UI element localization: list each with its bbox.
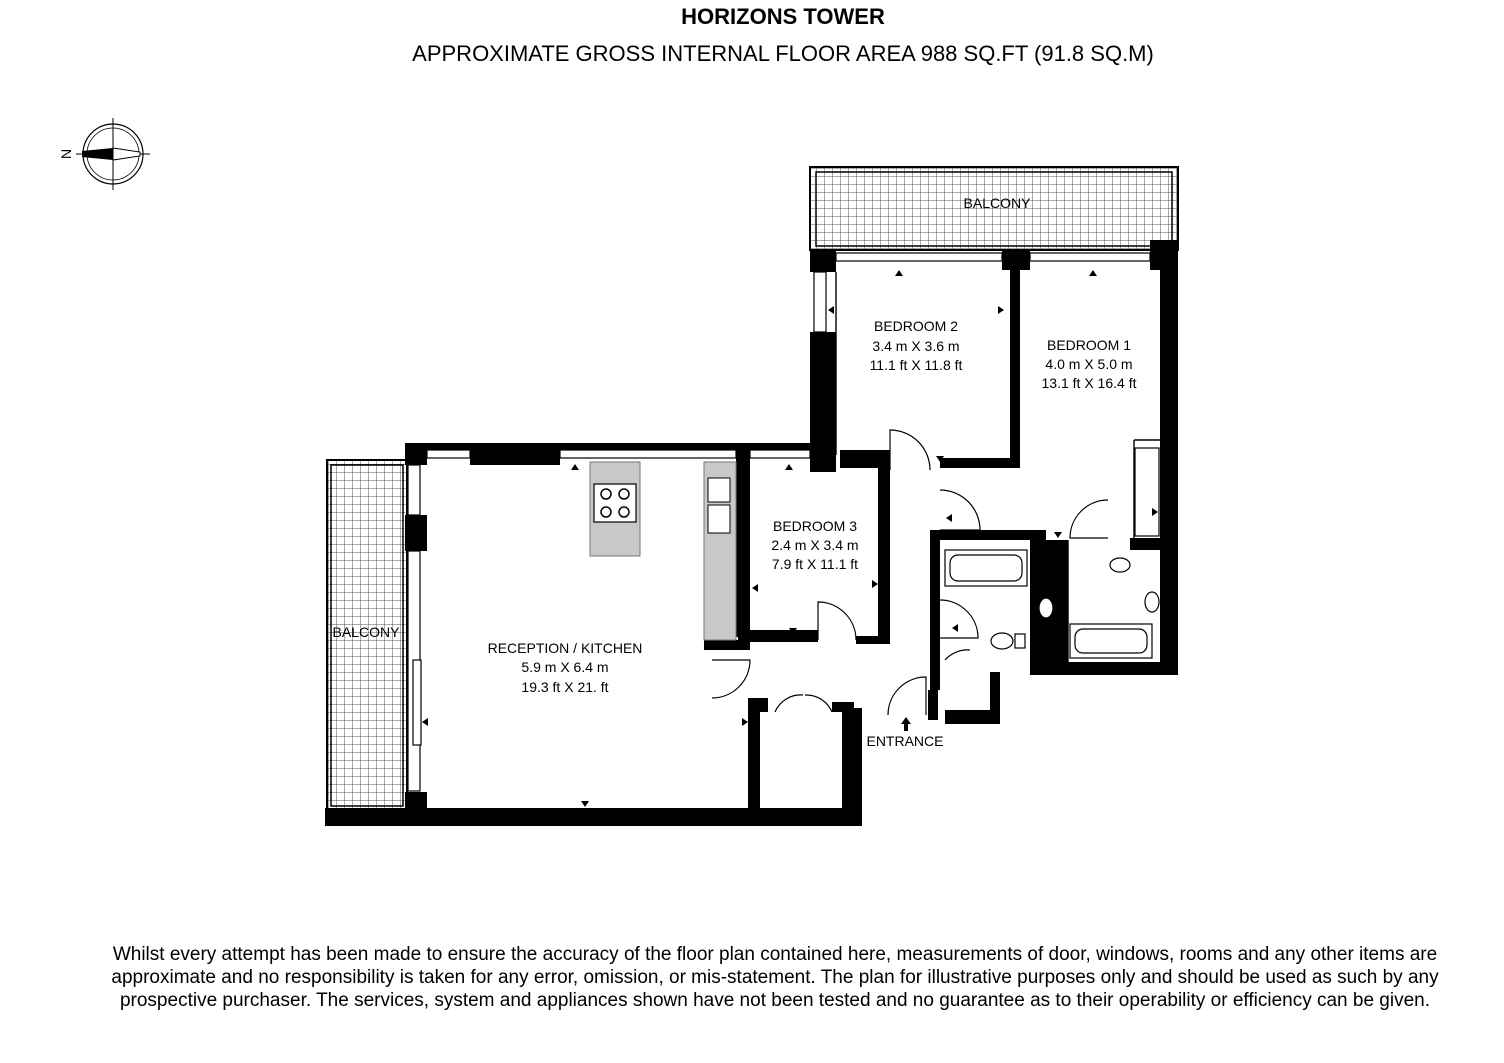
- entrance-label: ENTRANCE: [866, 733, 944, 749]
- compass-north-label: N: [58, 148, 74, 159]
- kitchen-island: [590, 462, 640, 556]
- disclaimer-text: Whilst every attempt has been made to ensure the accuracy of the floor plan contained here, measurements of door, windows, rooms and any other items are approximate and no responsibility is taken for any error, omission, or mis-statement. The plan for illustrative purposes only and should be used as such by any prospective purchaser. The services, system and appliances shown have not been tested and no guarantee as to their operability or efficiency can be given.: [111, 944, 1439, 1011]
- exterior-walls: [325, 240, 1178, 826]
- bedroom3-name: BEDROOM 3: [772, 518, 858, 534]
- bedroom2-metric: 3.4 m X 3.6 m: [872, 338, 960, 354]
- reception-imperial: 19.3 ft X 21. ft: [521, 679, 609, 695]
- bedroom3-imperial: 7.9 ft X 11.1 ft: [771, 556, 859, 572]
- balcony-top-label: BALCONY: [963, 195, 1031, 211]
- bedroom1-metric: 4.0 m X 5.0 m: [1045, 356, 1133, 372]
- reception-metric: 5.9 m X 6.4 m: [521, 659, 609, 675]
- bedroom1-imperial: 13.1 ft X 16.4 ft: [1041, 375, 1137, 391]
- entrance-arrow-icon: [901, 717, 911, 731]
- balcony-left-label: BALCONY: [332, 624, 400, 640]
- compass-icon: [58, 118, 150, 190]
- bedroom2-imperial: 11.1 ft X 11.8 ft: [869, 357, 963, 373]
- floor-area-subtitle: APPROXIMATE GROSS INTERNAL FLOOR AREA 988 SQ.FT (91.8 SQ.M): [412, 41, 1154, 66]
- bedroom2-name: BEDROOM 2: [873, 318, 959, 334]
- reception-name: RECEPTION / KITCHEN: [487, 640, 643, 656]
- page-title: HORIZONS TOWER: [681, 4, 885, 29]
- kitchen-counter: [704, 462, 736, 640]
- bedroom3-metric: 2.4 m X 3.4 m: [771, 537, 859, 553]
- bedroom1-name: BEDROOM 1: [1046, 337, 1132, 353]
